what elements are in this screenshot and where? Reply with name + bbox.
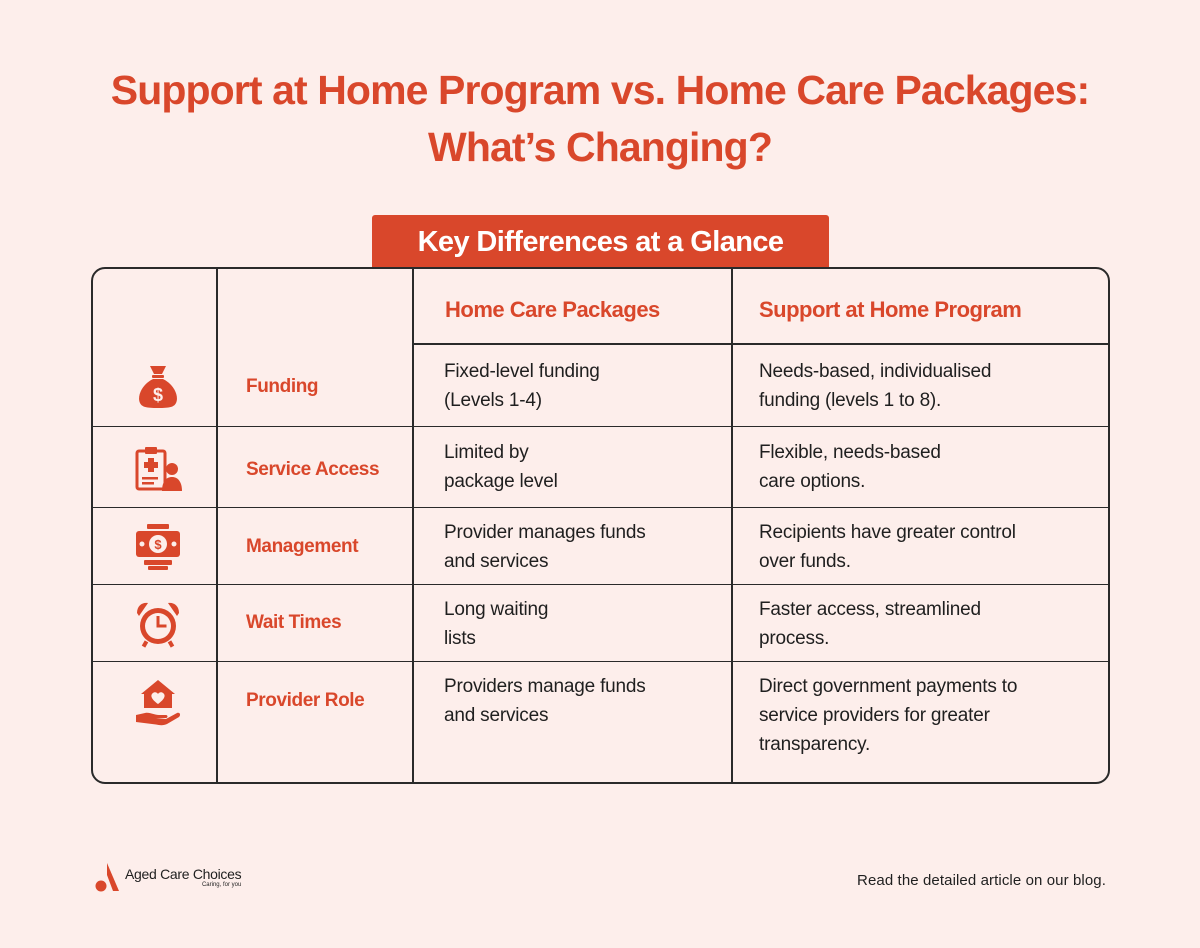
row-label-wait-times: Wait Times: [246, 612, 342, 633]
sah-funding-cell: Needs-based, individualised funding (levels 1 to 8).: [759, 361, 992, 411]
row-label-service-access: Service Access: [246, 459, 380, 480]
sah-provider-role-cell: Direct government payments to service providers for greater transparency.: [759, 676, 1018, 755]
row-divider: [93, 661, 1108, 662]
svg-text:$: $: [154, 537, 162, 552]
logo-tagline: Caring, for you: [201, 881, 242, 888]
title-line-1: Support at Home Program vs. Home Care Packages:: [110, 67, 1090, 113]
hcp-funding-cell: Fixed-level funding (Levels 1-4): [444, 361, 600, 411]
divider-label-col: [412, 269, 414, 782]
money-bag-icon: [133, 361, 183, 411]
hcp-wait-times-cell: Long waiting lists: [444, 599, 549, 649]
medical-clipboard-caregiver-icon: [133, 444, 183, 494]
sah-management-cell: Recipients have greater control over funds.: [759, 522, 1016, 572]
row-label-provider-role: Provider Role: [246, 690, 365, 711]
logo-name: Aged Care Choices: [125, 865, 242, 882]
row-divider: [93, 584, 1108, 585]
row-label-management: Management: [246, 536, 359, 557]
brand-logo: [94, 862, 241, 892]
row-divider: [93, 426, 1108, 427]
divider-icon-col: [216, 269, 218, 782]
title-line-2: What’s Changing?: [428, 124, 772, 170]
hcp-provider-role-cell: Providers manage funds and services: [444, 676, 646, 726]
column-header-home-care-packages: Home Care Packages: [445, 297, 660, 322]
column-header-support-at-home: Support at Home Program: [759, 297, 1022, 322]
blog-note: Read the detailed article on our blog.: [857, 872, 1106, 889]
sah-wait-times-cell: Faster access, streamlined process.: [759, 599, 981, 649]
row-divider: [93, 507, 1108, 508]
page-title: [0, 62, 1200, 176]
alarm-clock-icon: [133, 599, 183, 649]
comparison-table: [91, 267, 1110, 784]
aged-care-choices-logo-icon: [94, 862, 120, 892]
section-badge: Key Differences at a Glance: [372, 215, 829, 269]
hand-house-heart-icon: [133, 677, 183, 727]
hcp-management-cell: Provider manages funds and services: [444, 522, 646, 572]
sah-service-access-cell: Flexible, needs-based care options.: [759, 442, 941, 492]
cash-management-icon: [133, 522, 183, 572]
svg-text:$: $: [152, 385, 164, 405]
row-label-funding: Funding: [246, 376, 319, 397]
header-divider: [414, 343, 1108, 345]
hcp-service-access-cell: Limited by package level: [444, 442, 558, 492]
